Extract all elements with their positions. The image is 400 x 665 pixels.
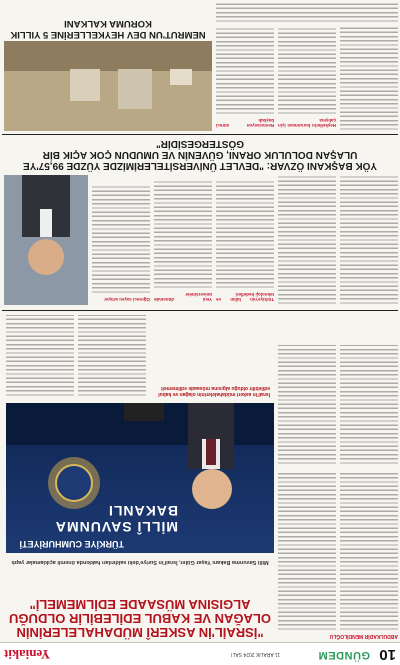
text-column-14 [216,26,274,131]
text-column-2 [278,471,336,631]
page-number: 10 [379,646,396,663]
story-2-headline: YÖK BAŞKANI ÖZVAR: "DEVLET ÜNİVERSİTELERİMİZDE YÜZDE 99,57'YE ULAŞAN DOLULUK ORANI, GÜVENİN VE UMUDUN ÇOK AÇIK BİR GÖSTERGESİDİR" [22,138,378,171]
text-column-13 [278,26,336,131]
story-1-headline: "İSRAİL'İN ASKERÎ MÜDAHALELERİNİN OLAĞAN VE KABUL EDİLEBİLİR OLDUĞU ALGISINA MÜSAADE EDİLMEMELİ" [9,597,271,640]
divider [2,310,398,311]
text-column-3 [340,345,398,465]
text-column-1 [340,471,398,631]
story-3-subhead-2: Restorasyon süreci başladı [216,118,274,128]
text-column-6 [6,315,74,397]
story-1-kicker: Milli Savunma Bakanı Yaşar Güler, İsrail'in Suriye'deki saldırıları hakkında önemli açıklamalar yaptı [11,559,269,565]
story-2-subhead-2: Yeni dönemde üniversiteler [154,292,212,302]
story-3-subhead-1: Heykellerin korunması için çalışma [278,118,336,128]
defense-minister-photo [6,403,274,553]
story-2-subhead-1: Türkiye'nin bilim ve teknoloji hedefleri [216,292,274,302]
text-column-7 [340,175,398,305]
text-column-15 [216,3,398,23]
photo-banner-text: MİLLÎ SAVUNMA BAKANLI [55,503,178,535]
divider [2,134,398,135]
issue-date: 11 ARALIK 2024 SALI [231,651,280,657]
story-3-headline: NEMRUT'UN DEV HEYKELLERİNE 5 YILLIK KORUMA KALKANI [10,18,206,40]
pull-quote: İsrail'in askeri müdahalelerinin olağan ve kabul edilebilir olduğu algısına müsaade edilmemeli [158,385,270,397]
nemrut-illustration [4,41,212,131]
text-column-11 [92,175,150,305]
yok-president-photo [4,175,88,305]
portrait-illustration [4,175,88,305]
text-column-4 [278,345,336,465]
page-header [0,642,400,665]
nemrut-photo [4,41,212,131]
text-column-8 [278,175,336,305]
text-column-9 [216,175,274,305]
text-column-5 [78,315,146,397]
section-title: GÜNDEM [318,649,370,661]
text-column-12 [340,26,398,131]
photo-banner-subtext: TÜRKİYE CUMHURİYETİ [19,539,124,549]
column-author: ABDULKADİR MENDİLOĞLU [329,633,398,639]
story-2-subhead-3: Öğrenci sayısı artıyor [103,297,150,302]
newspaper-logo: Yeniakit [4,647,51,662]
text-column-10 [154,175,212,305]
